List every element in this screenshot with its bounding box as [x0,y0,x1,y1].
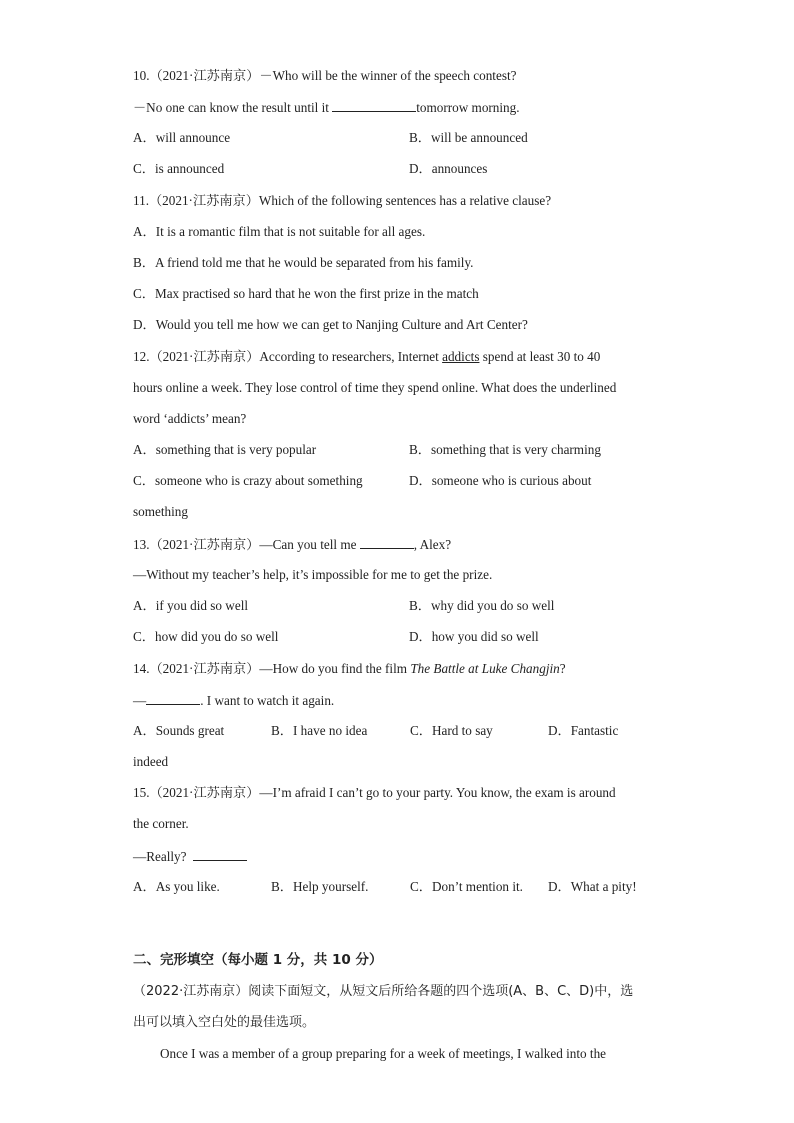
question-14-stem [133,659,566,679]
option-c: C．Hard to say [410,723,493,738]
option-b: B．will be announced [409,130,528,145]
option-a: A．It is a romantic film that is not suitable for all ages. [133,224,426,239]
question-source: 10.（2021·江苏南京） [133,68,260,83]
question-text: －Who will be the winner of the speech contest? [259,68,517,83]
option-b: B．Help yourself. [271,879,369,894]
question-12-stem-line3: word ‘addicts’ mean? [133,411,247,426]
question-text: —Can you tell me [259,537,357,552]
question-13-stem-line2: —Without my teacher’s help, it’s impossible for me to get the prize. [133,567,493,582]
option-d: D．how you did so well [409,629,539,644]
question-10-stem-line2 [133,97,520,117]
option-wrap: indeed [133,754,169,769]
option-c: C．is announced [133,161,225,176]
question-15-stem-line3 [133,846,247,866]
section-instructions-line2: 出可以填入空白处的最佳选项。 [133,1015,316,1030]
question-source: 12.（2021·江苏南京） [133,349,260,364]
question-11-stem [133,191,551,211]
option-b: B．why did you do so well [409,598,555,613]
underlined-word: addicts [442,349,480,364]
question-source: 11.（2021·江苏南京） [133,193,259,208]
answer-blank [332,97,416,112]
option-wrap: something [133,504,188,519]
question-text: . I want to watch it again. [200,693,335,708]
option-d: D．Would you tell me how we can get to Nanjing Culture and Art Center? [133,317,528,332]
passage-text: Once I was a member of a group preparing for a week of meetings, I walked into the [160,1046,607,1061]
question-text: —Really? [133,849,187,864]
question-text: －No one can know the result until it [133,100,329,115]
answer-blank [193,846,247,861]
option-d: D．What a pity! [548,879,637,894]
option-a: A．will announce [133,130,231,145]
question-text: —I’m afraid I can’t go to your party. You know, the exam is around [259,785,616,800]
question-source: 13.（2021·江苏南京） [133,537,260,552]
question-10-stem [133,66,516,86]
answer-blank [360,534,414,549]
option-b: B．A friend told me that he would be separated from his family. [133,255,474,270]
option-d: D．someone who is curious about [409,473,592,488]
question-text: Which of the following sentences has a relative clause? [258,193,552,208]
option-a: A．if you did so well [133,598,249,613]
option-b: B．I have no idea [271,723,368,738]
question-text: ? [559,661,566,676]
option-d: D．Fantastic [548,723,619,738]
question-13-stem [133,534,451,554]
option-a: A．Sounds great [133,723,225,738]
option-c: C．how did you do so well [133,629,279,644]
question-15-stem-line2: the corner. [133,816,189,831]
question-text: —How do you find the film [259,661,408,676]
section-instructions: （2022·江苏南京）阅读下面短文，从短文后所给各题的四个选项(A、B、C、D)中，选 [133,984,634,999]
answer-blank [146,690,200,705]
question-text: spend at least 30 to 40 [482,349,601,364]
question-text: — [133,693,147,708]
question-source: 14.（2021·江苏南京） [133,661,260,676]
question-text: tomorrow morning. [416,100,520,115]
option-d: D．announces [409,161,488,176]
option-c: C．someone who is crazy about something [133,473,363,488]
question-text: , Alex? [413,537,452,552]
option-a: A．As you like. [133,879,220,894]
film-title: The Battle at Luke Changjin [410,661,560,676]
question-14-stem-line2 [133,690,334,710]
question-15-stem [133,783,616,803]
question-12-stem-line2: hours online a week. They lose control of time they spend online. What does the underlined [133,380,617,395]
question-12-stem [133,347,600,367]
option-b: B．something that is very charming [409,442,601,457]
option-a: A．something that is very popular [133,442,317,457]
option-c: C．Max practised so hard that he won the first prize in the match [133,286,479,301]
question-text: According to researchers, Internet [259,349,439,364]
question-source: 15.（2021·江苏南京） [133,785,260,800]
section-heading: 二、完形填空（每小题 1 分，共 10 分） [133,952,383,968]
option-c: C．Don’t mention it. [410,879,523,894]
